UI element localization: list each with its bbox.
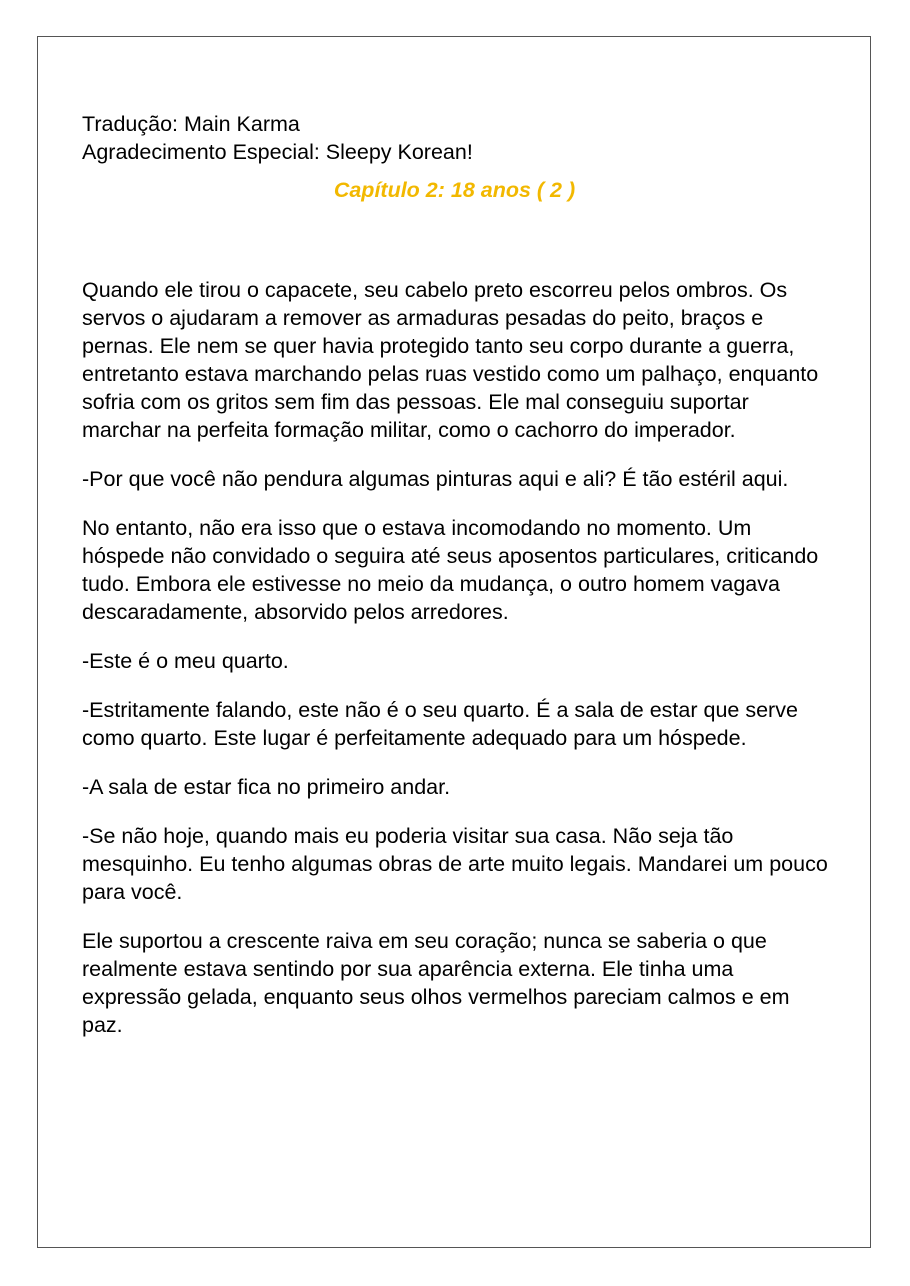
paragraph: No entanto, não era isso que o estava incomodando no momento. Um hóspede não convidado o seguira até seus aposentos particulares, criticando tudo. Embora ele estivesse no meio da mudança, o outro homem vagava descaradamente, absorvido pelos arredores. xyxy=(82,516,819,624)
paragraph: Quando ele tirou o capacete, seu cabelo preto escorreu pelos ombros. Os servos o ajudaram a remover as armaduras pesadas do peito, braços e pernas. Ele nem se quer havia protegido tanto seu corpo durante a guerra, entretanto estava marchando pelas ruas vestido como um palhaço, enquanto sofria com os gritos sem fim das pessoas. Ele mal conseguiu suportar marchar na perfeita formação militar, como o cachorro do imperador. xyxy=(82,278,819,442)
translation-credit: Tradução: Main Karma xyxy=(82,112,300,136)
document-content xyxy=(82,110,842,1060)
paragraph: -A sala de estar fica no primeiro andar. xyxy=(82,775,451,799)
chapter-body xyxy=(82,276,842,1039)
paragraph: -Por que você não pendura algumas pinturas aqui e ali? É tão estéril aqui. xyxy=(82,467,789,491)
chapter-title: Capítulo 2: 18 anos ( 2 ) xyxy=(333,178,576,202)
paragraph: -Este é o meu quarto. xyxy=(82,649,289,673)
paragraph: Ele suportou a crescente raiva em seu coração; nunca se saberia o que realmente estava sentindo por sua aparência externa. Ele tinha uma expressão gelada, enquanto seus olhos vermelhos pareciam calmos e em paz. xyxy=(82,929,790,1037)
paragraph: -Estritamente falando, este não é o seu quarto. É a sala de estar que serve como quarto. Este lugar é perfeitamente adequado para um hóspede. xyxy=(82,698,798,750)
paragraph: -Se não hoje, quando mais eu poderia visitar sua casa. Não seja tão mesquinho. Eu tenho algumas obras de arte muito legais. Mandarei um pouco para você. xyxy=(82,824,828,904)
special-thanks: Agradecimento Especial: Sleepy Korean! xyxy=(82,140,473,164)
